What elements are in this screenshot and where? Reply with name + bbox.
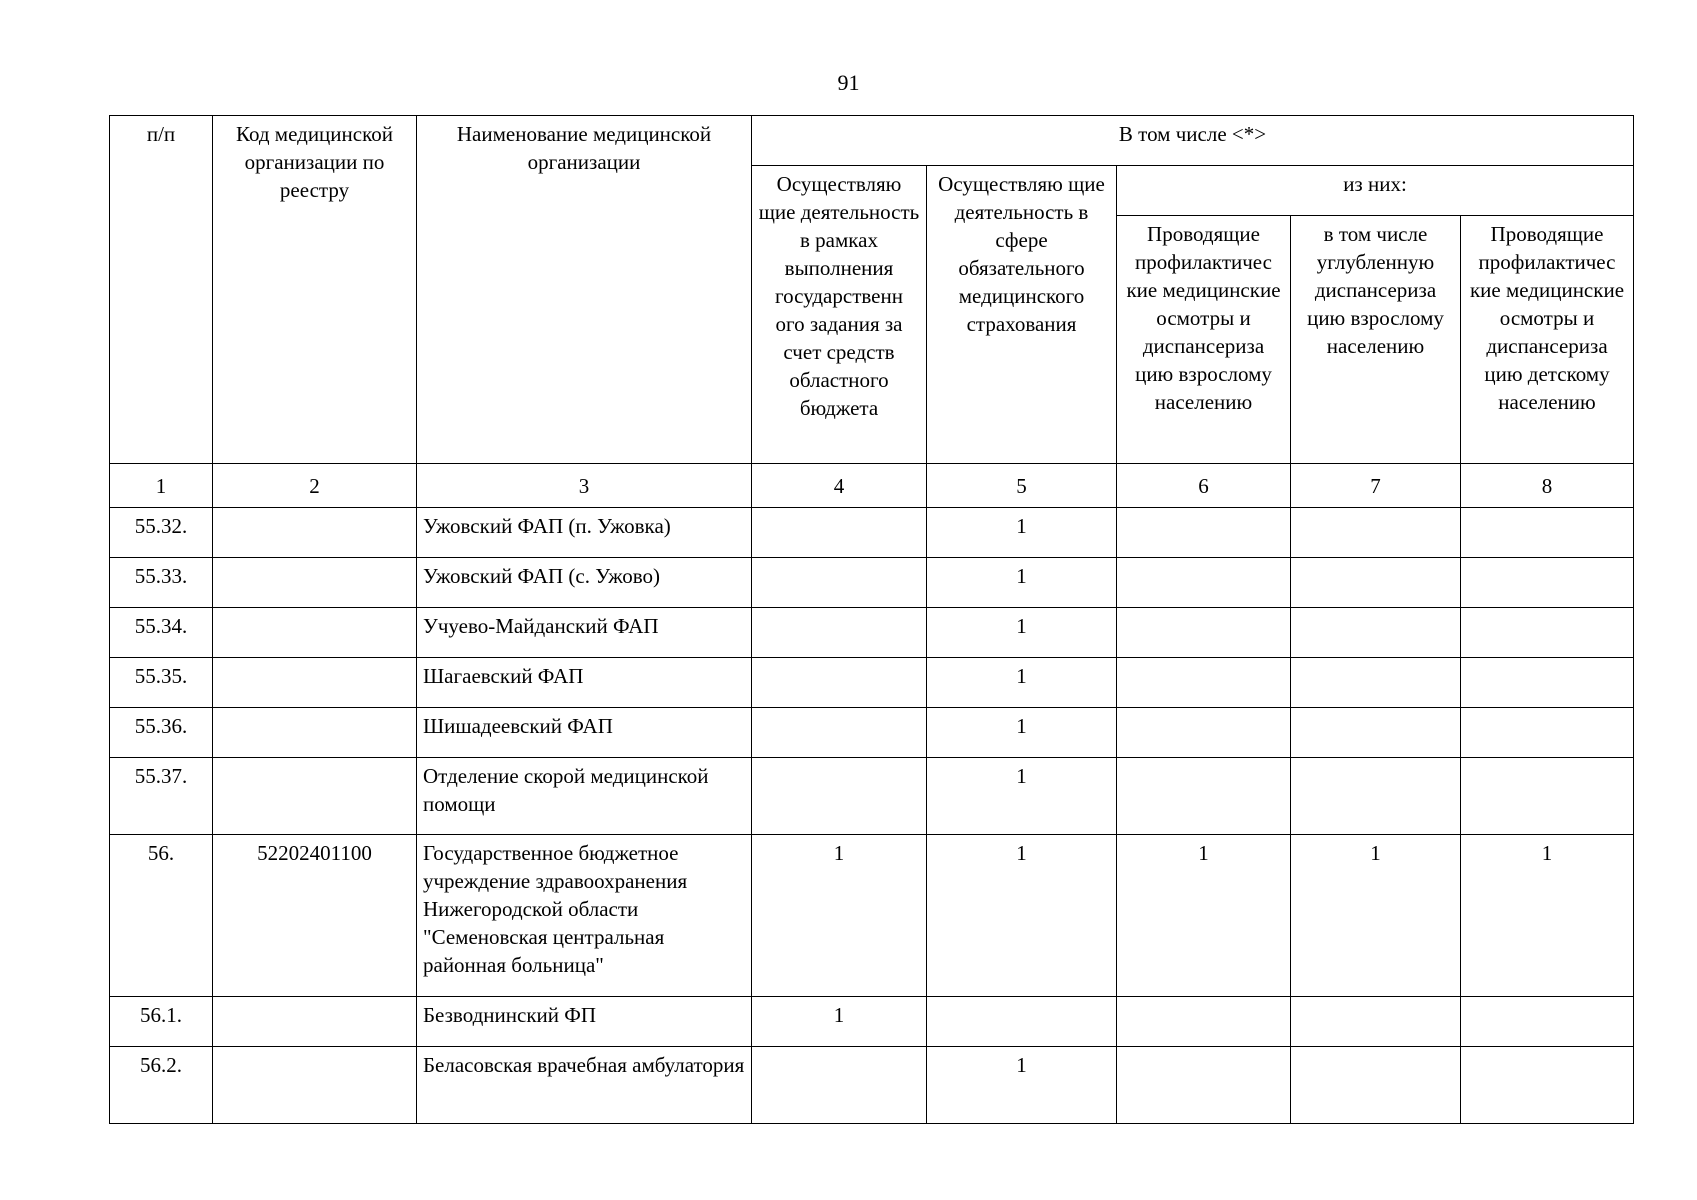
header-including: В том числе <*> <box>752 116 1634 166</box>
row-number: 55.33. <box>110 558 213 608</box>
deep-dispensary-value <box>1291 508 1461 558</box>
deep-dispensary-value <box>1291 708 1461 758</box>
adult-checkups-value <box>1117 658 1291 708</box>
column-number: 5 <box>927 464 1117 508</box>
org-code <box>213 997 417 1047</box>
header-code: Код медицинской организации по реестру <box>213 116 417 464</box>
adult-checkups-value <box>1117 508 1291 558</box>
org-code <box>213 608 417 658</box>
oms-value <box>927 997 1117 1047</box>
org-code <box>213 1047 417 1124</box>
deep-dispensary-value <box>1291 997 1461 1047</box>
row-number: 55.36. <box>110 708 213 758</box>
adult-checkups-value <box>1117 1047 1291 1124</box>
deep-dispensary-value <box>1291 608 1461 658</box>
deep-dispensary-value <box>1291 1047 1461 1124</box>
org-code <box>213 508 417 558</box>
medical-organizations-table <box>109 115 1634 1124</box>
oms-value: 1 <box>927 708 1117 758</box>
column-number: 7 <box>1291 464 1461 508</box>
row-number: 56.1. <box>110 997 213 1047</box>
oms-value: 1 <box>927 558 1117 608</box>
header-state-budget: Осуществляю щие деятельность в рамках выполнения государственн ого задания за счет средств областного бюджета <box>752 166 927 464</box>
oms-value: 1 <box>927 608 1117 658</box>
org-code: 52202401100 <box>213 835 417 997</box>
column-number: 2 <box>213 464 417 508</box>
table-row <box>110 997 1634 1047</box>
oms-value: 1 <box>927 835 1117 997</box>
child-checkups-value <box>1461 658 1634 708</box>
header-name: Наименование медицинской организации <box>417 116 752 464</box>
adult-checkups-value <box>1117 708 1291 758</box>
state-budget-value <box>752 608 927 658</box>
column-number: 6 <box>1117 464 1291 508</box>
org-code <box>213 708 417 758</box>
oms-value: 1 <box>927 508 1117 558</box>
column-number: 8 <box>1461 464 1634 508</box>
table-body <box>110 464 1634 1124</box>
child-checkups-value <box>1461 1047 1634 1124</box>
org-name: Ужовский ФАП (п. Ужовка) <box>417 508 752 558</box>
table-row <box>110 758 1634 835</box>
row-number: 55.32. <box>110 508 213 558</box>
header-adult-checkups: Проводящие профилактичес кие медицинские осмотры и диспансериза цию взрослому населению <box>1117 216 1291 464</box>
header-child-checkups: Проводящие профилактичес кие медицинские осмотры и диспансериза цию детскому населению <box>1461 216 1634 464</box>
table-row <box>110 658 1634 708</box>
row-number: 55.34. <box>110 608 213 658</box>
deep-dispensary-value <box>1291 558 1461 608</box>
table-row <box>110 708 1634 758</box>
child-checkups-value <box>1461 558 1634 608</box>
state-budget-value <box>752 508 927 558</box>
deep-dispensary-value: 1 <box>1291 835 1461 997</box>
oms-value: 1 <box>927 658 1117 708</box>
adult-checkups-value: 1 <box>1117 835 1291 997</box>
state-budget-value <box>752 1047 927 1124</box>
org-name: Государственное бюджетное учреждение здравоохранения Нижегородской области "Семеновская центральная районная больница" <box>417 835 752 997</box>
adult-checkups-value <box>1117 997 1291 1047</box>
row-number: 55.37. <box>110 758 213 835</box>
row-number: 56. <box>110 835 213 997</box>
column-number: 4 <box>752 464 927 508</box>
org-code <box>213 558 417 608</box>
child-checkups-value <box>1461 608 1634 658</box>
column-number-row <box>110 464 1634 508</box>
org-name: Учуево-Майданский ФАП <box>417 608 752 658</box>
oms-value: 1 <box>927 758 1117 835</box>
org-name: Беласовская врачебная амбулатория <box>417 1047 752 1124</box>
org-name: Ужовский ФАП (с. Ужово) <box>417 558 752 608</box>
header-of-them: из них: <box>1117 166 1634 216</box>
table-row <box>110 608 1634 658</box>
adult-checkups-value <box>1117 608 1291 658</box>
table-row <box>110 558 1634 608</box>
row-number: 56.2. <box>110 1047 213 1124</box>
header-oms: Осуществляю щие деятельность в сфере обязательного медицинского страхования <box>927 166 1117 464</box>
adult-checkups-value <box>1117 558 1291 608</box>
child-checkups-value <box>1461 758 1634 835</box>
table-row <box>110 1047 1634 1124</box>
child-checkups-value <box>1461 708 1634 758</box>
state-budget-value <box>752 708 927 758</box>
header-num: п/п <box>110 116 213 464</box>
page-number: 91 <box>837 70 860 95</box>
state-budget-value <box>752 658 927 708</box>
state-budget-value: 1 <box>752 997 927 1047</box>
column-number: 1 <box>110 464 213 508</box>
oms-value: 1 <box>927 1047 1117 1124</box>
org-code <box>213 658 417 708</box>
org-code <box>213 758 417 835</box>
adult-checkups-value <box>1117 758 1291 835</box>
child-checkups-value <box>1461 508 1634 558</box>
table-row <box>110 508 1634 558</box>
table-header <box>110 116 1634 464</box>
org-name: Шагаевский ФАП <box>417 658 752 708</box>
deep-dispensary-value <box>1291 758 1461 835</box>
deep-dispensary-value <box>1291 658 1461 708</box>
org-name: Отделение скорой медицинской помощи <box>417 758 752 835</box>
column-number: 3 <box>417 464 752 508</box>
state-budget-value <box>752 758 927 835</box>
table-row <box>110 835 1634 997</box>
state-budget-value <box>752 558 927 608</box>
child-checkups-value <box>1461 997 1634 1047</box>
state-budget-value: 1 <box>752 835 927 997</box>
org-name: Шишадеевский ФАП <box>417 708 752 758</box>
org-name: Безводнинский ФП <box>417 997 752 1047</box>
row-number: 55.35. <box>110 658 213 708</box>
child-checkups-value: 1 <box>1461 835 1634 997</box>
header-deep-dispensary: в том числе углубленную диспансериза цию взрослому населению <box>1291 216 1461 464</box>
